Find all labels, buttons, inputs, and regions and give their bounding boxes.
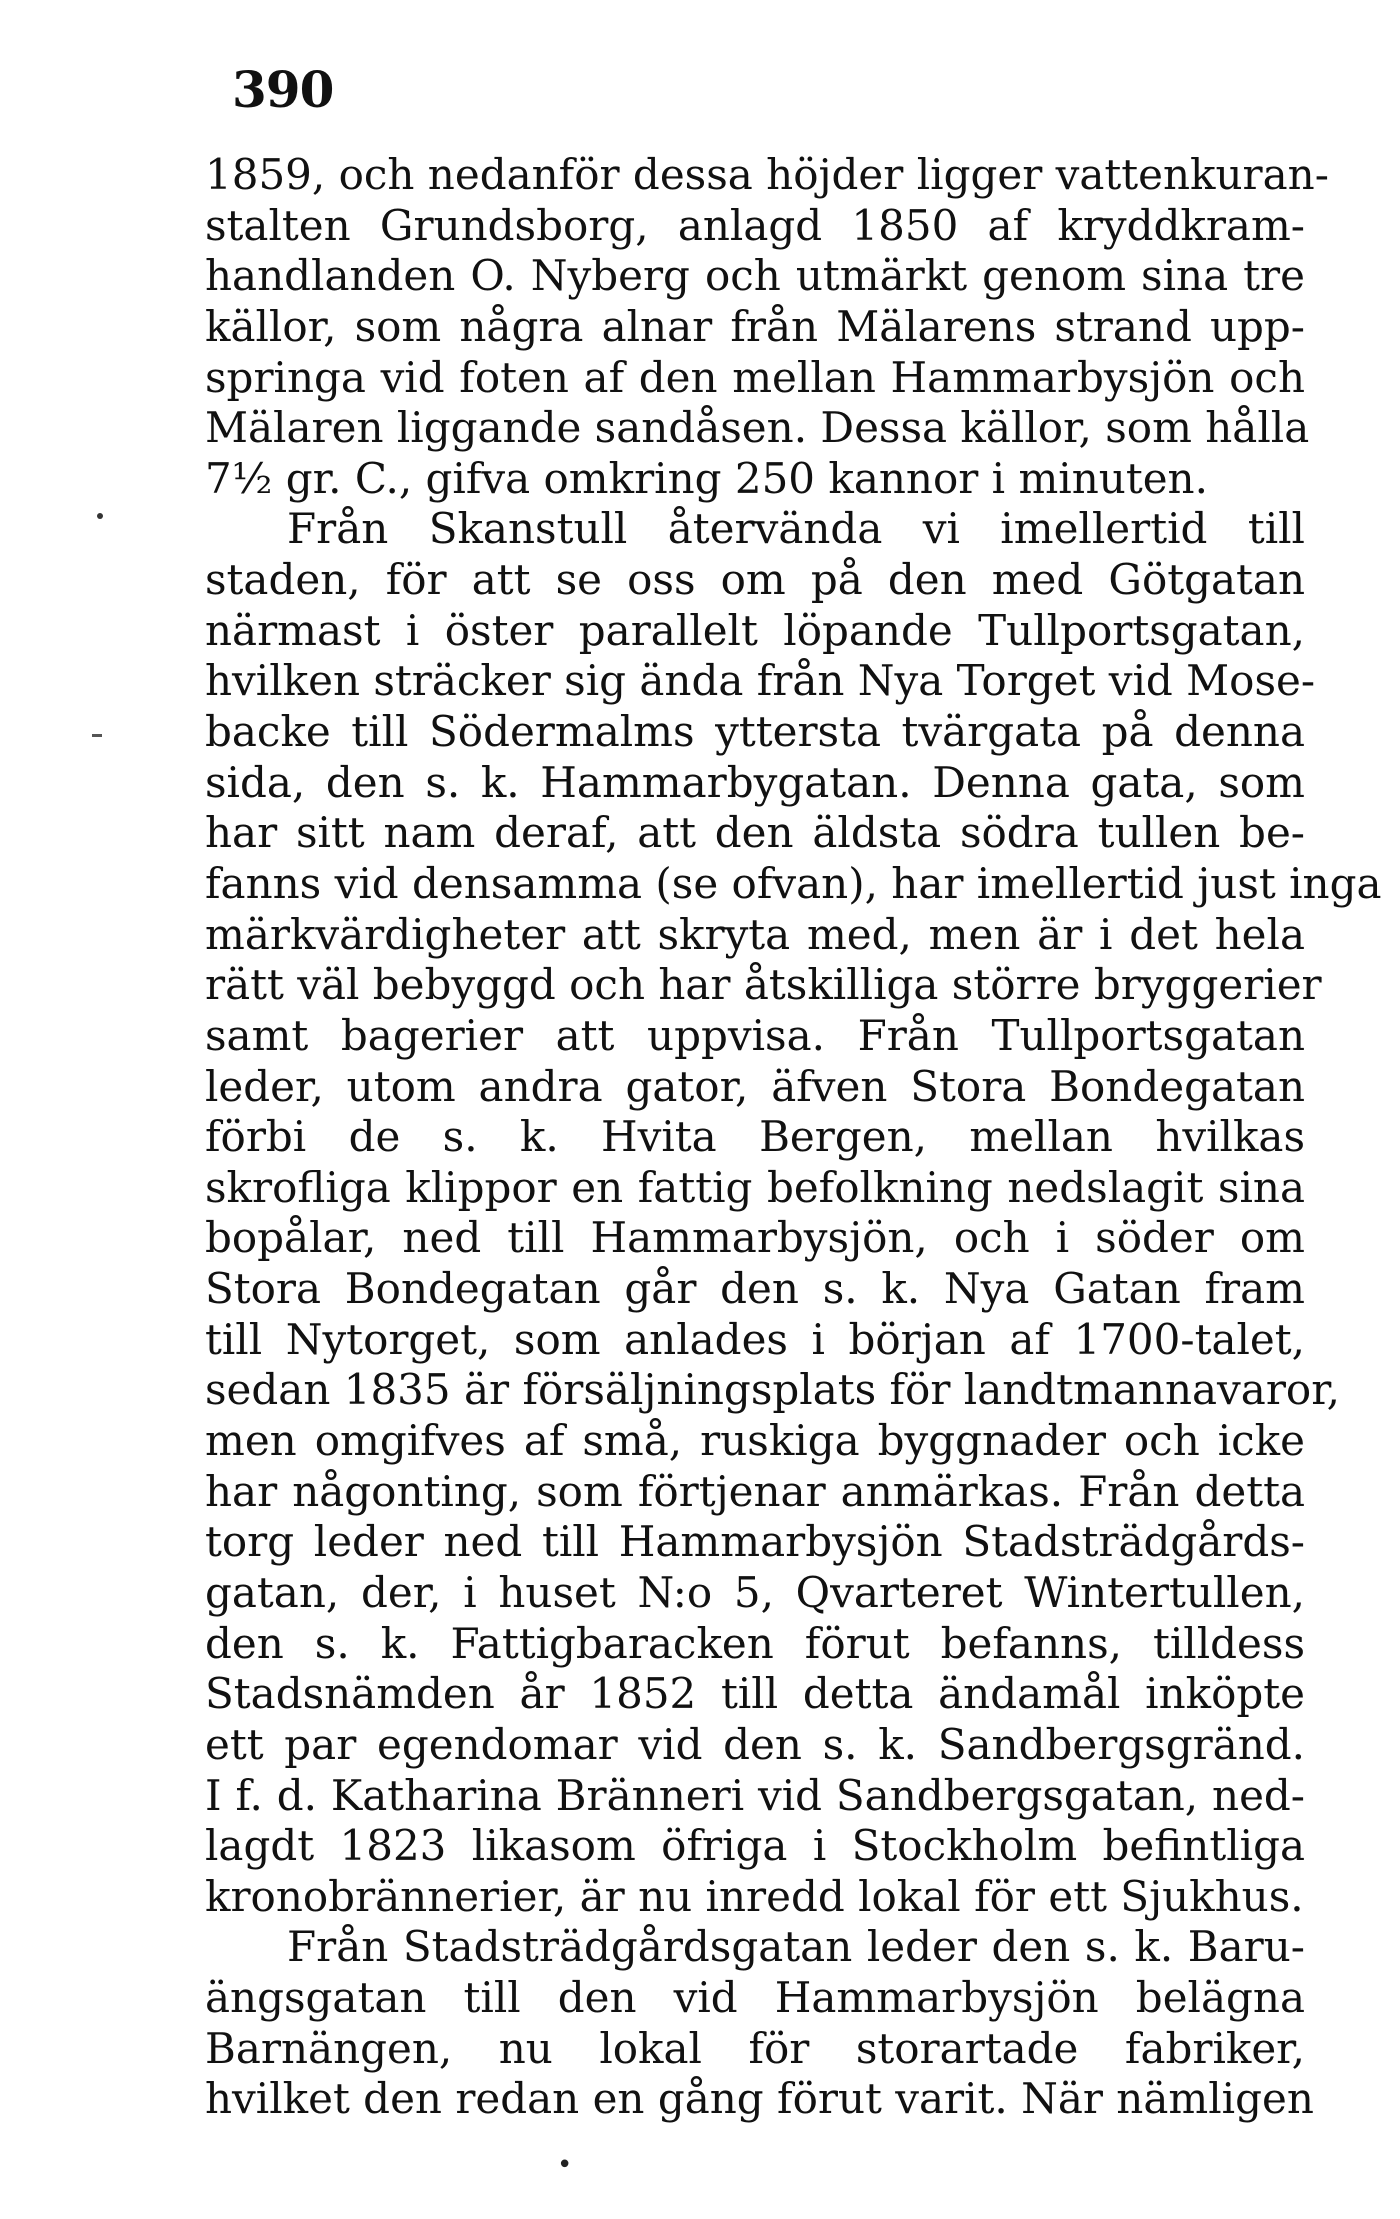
text-line: 7½ gr. C., gifva omkring 250 kannor i minuten. (205, 453, 1208, 503)
text-line: hvilket den redan en gång förut varit. När nämligen (205, 2074, 1314, 2124)
text-line: springa vid foten af den mellan Hammarbysjön och (205, 352, 1305, 402)
margin-mark-dash (92, 734, 102, 737)
text-line: till Nytorget, som anlades i början af 1700-talet, (205, 1314, 1305, 1364)
text-line: sedan 1835 är försäljningsplats för landtmannavaror, (205, 1365, 1341, 1415)
body-text (205, 150, 1382, 2125)
margin-mark-dot (97, 513, 103, 519)
printing-speck: • (557, 2150, 573, 2180)
text-line: staden, för att se oss om på den med Götgatan (205, 555, 1305, 605)
text-line: sida, den s. k. Hammarbygatan. Denna gata, som (205, 757, 1305, 807)
text-line: källor, som några alnar från Mälarens strand upp- (205, 301, 1305, 351)
text-line: bopålar, ned till Hammarbysjön, och i söder om (205, 1213, 1305, 1263)
text-line: ett par egendomar vid den s. k. Sandbergsgränd. (205, 1719, 1305, 1769)
text-line: samt bagerier att uppvisa. Från Tullportsgatan (205, 1010, 1305, 1060)
text-line: gatan, der, i huset N:o 5, Qvarteret Wintertullen, (205, 1567, 1305, 1617)
text-line: ängsgatan till den vid Hammarbysjön belägna (205, 1973, 1305, 2023)
text-line: I f. d. Katharina Bränneri vid Sandbergsgatan, ned- (205, 1770, 1305, 1820)
text-line: rätt väl bebyggd och har åtskilliga större bryggerier (205, 960, 1322, 1010)
text-line: stalten Grundsborg, anlagd 1850 af kryddkram- (205, 200, 1305, 250)
text-line: Från Stadsträdgårdsgatan leder den s. k. Baru- (287, 1922, 1305, 1972)
text-line: backe till Södermalms yttersta tvärgata på denna (205, 707, 1305, 757)
text-line: förbi de s. k. Hvita Bergen, mellan hvilkas (205, 1112, 1305, 1162)
text-line: kronobrännerier, är nu inredd lokal för ett Sjukhus. (205, 1871, 1304, 1921)
text-line: leder, utom andra gator, äfven Stora Bondegatan (205, 1061, 1305, 1111)
page-number: 390 (232, 60, 334, 119)
text-line: fanns vid densamma (se ofvan), har imellertid just inga (205, 858, 1382, 908)
text-line: men omgifves af små, ruskiga byggnader och icke (205, 1416, 1305, 1466)
text-line: Från Skanstull återvända vi imellertid till (287, 504, 1305, 554)
text-line: handlanden O. Nyberg och utmärkt genom sina tre (205, 251, 1305, 301)
text-line: har sitt nam deraf, att den äldsta södra tullen be- (205, 808, 1305, 858)
text-line: den s. k. Fattigbaracken förut befanns, tilldess (205, 1618, 1305, 1668)
text-line: har någonting, som förtjenar anmärkas. Från detta (205, 1466, 1305, 1516)
text-line: Barnängen, nu lokal för storartade fabriker, (205, 2023, 1305, 2073)
text-line: Stora Bondegatan går den s. k. Nya Gatan fram (205, 1264, 1305, 1314)
text-line: 1859, och nedanför dessa höjder ligger vattenkuran- (205, 150, 1329, 199)
text-line: märkvärdigheter att skryta med, men är i det hela (205, 909, 1305, 959)
text-line: hvilken sträcker sig ända från Nya Torget vid Mose- (205, 656, 1316, 706)
text-line: lagdt 1823 likasom öfriga i Stockholm befintliga (205, 1821, 1305, 1871)
text-line: Stadsnämden år 1852 till detta ändamål inköpte (205, 1669, 1305, 1719)
text-line: närmast i öster parallelt löpande Tullportsgatan, (205, 605, 1305, 655)
text-line: Mälaren liggande sandåsen. Dessa källor, som hålla (205, 403, 1310, 453)
text-line: torg leder ned till Hammarbysjön Stadsträdgårds- (205, 1517, 1305, 1567)
text-line: skrofliga klippor en fattig befolkning nedslagit sina (205, 1162, 1305, 1212)
